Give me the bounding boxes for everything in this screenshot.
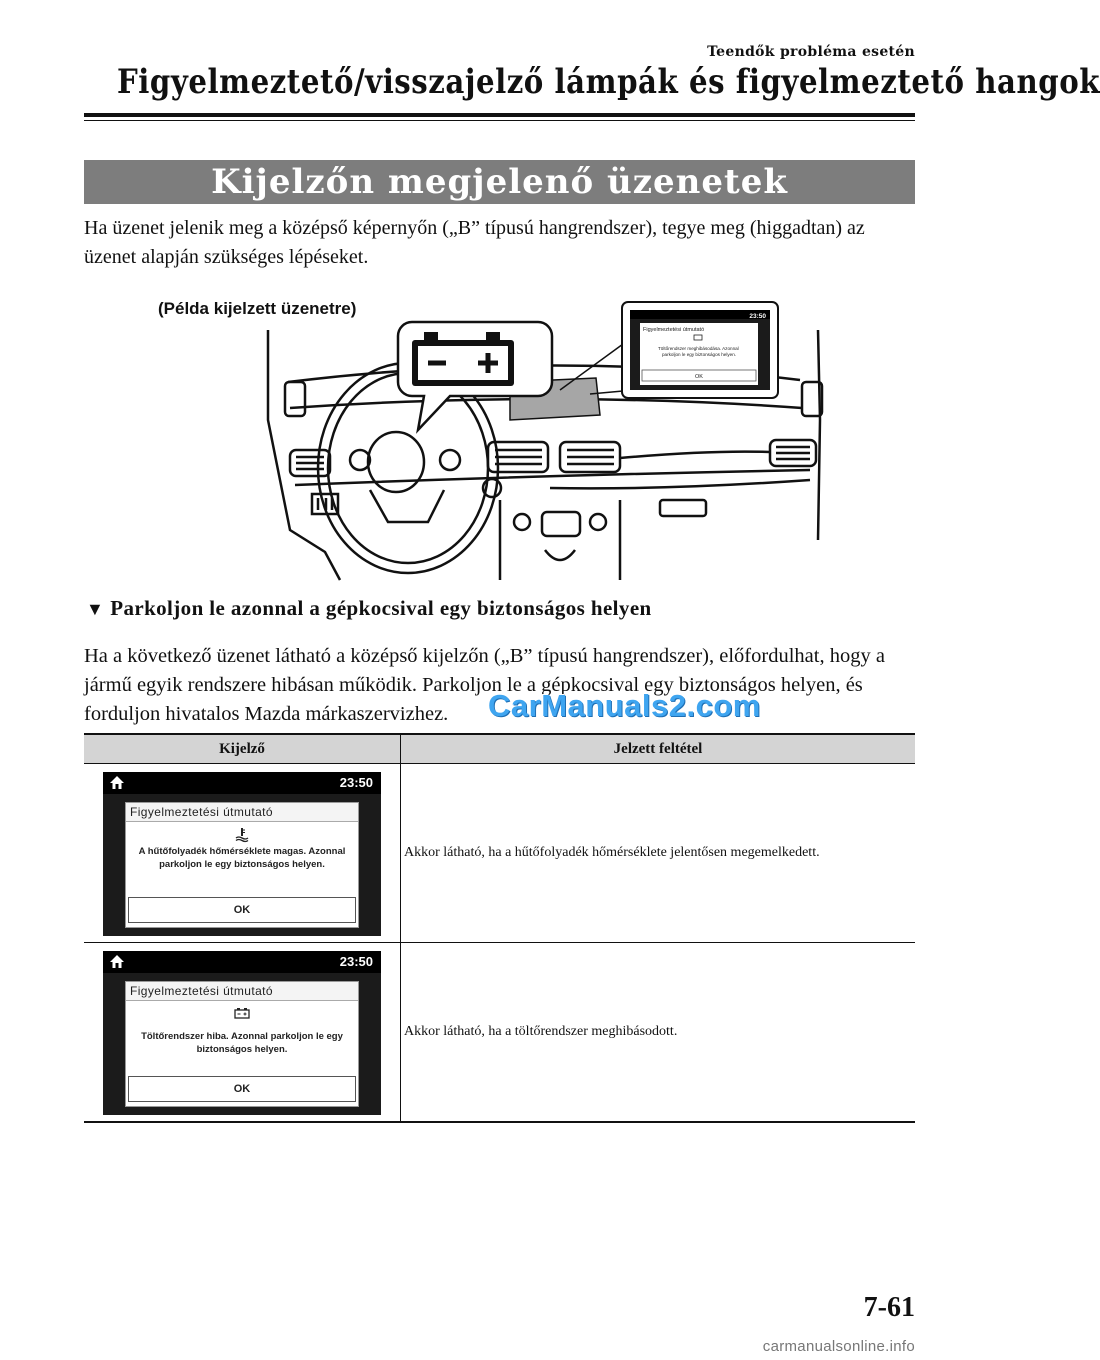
header-rule: [84, 113, 915, 117]
clock: 23:50: [339, 954, 373, 969]
table-header-condition: Jelzett feltétel: [401, 734, 916, 764]
coolant-temp-icon: [235, 827, 249, 841]
condition-cell: Akkor látható, ha a hűtőfolyadék hőmérséklete jelentősen megemelkedett.: [401, 764, 916, 943]
subsection-title: ▼ Parkoljon le azonnal a gépkocsival egy biztonságos helyen: [86, 596, 652, 620]
watermark: CarManuals2.com: [488, 688, 761, 723]
svg-text:Töltőrendszer meghibásodása. A: Töltőrendszer meghibásodása. Azonnal parkoljon le egy biztonságos helyen.: [658, 346, 739, 357]
center-display-screen: [103, 951, 381, 1115]
dialog-title: Figyelmeztetési útmutató: [126, 982, 358, 1001]
condition-cell: Akkor látható, ha a töltőrendszer meghibásodott.: [401, 943, 916, 1123]
svg-text:OK: OK: [695, 374, 703, 380]
display-cell: [84, 764, 401, 943]
table-row: [84, 943, 915, 1123]
center-display-screen: [103, 772, 381, 936]
intro-paragraph: Ha üzenet jelenik meg a középső képernyőn („B” típusú hangrendszer), tegye meg (higgadtan) az üzenet alapján szükséges lépéseket.: [84, 217, 865, 268]
header-rule-thin: [84, 120, 915, 121]
table-row: [84, 764, 915, 943]
table-header-display: Kijelző: [84, 734, 401, 764]
subsection-body: Ha a következő üzenet látható a középső kijelzőn („B” típusú hangrendszer), előfordulhat, hogy a jármű egyik rendszere hibásan működik. Parkoljon le a gépkocsival egy biztonságos helyen, és forduljon hivatalos Mazda márkaszervizhez.: [84, 645, 885, 725]
page-number: 7-61: [863, 1292, 915, 1323]
home-icon: [109, 775, 125, 790]
running-head: Teendők probléma esetén: [707, 44, 915, 60]
illustration-caption: (Példa kijelzett üzenetre): [158, 299, 357, 318]
ok-button[interactable]: OK: [128, 1076, 356, 1102]
battery-icon: [234, 1007, 250, 1019]
message-table: [84, 733, 915, 1123]
dashboard-illustration: [150, 290, 840, 586]
footer-watermark: carmanualsonline.info: [762, 1338, 915, 1355]
display-cell: [84, 943, 401, 1123]
clock: 23:50: [339, 775, 373, 790]
dialog-title: Figyelmeztetési útmutató: [126, 803, 358, 822]
svg-text:Figyelmeztetési útmutató: Figyelmeztetési útmutató: [643, 327, 705, 333]
svg-text:23:50: 23:50: [749, 313, 766, 320]
chapter-title: Figyelmeztető/visszajelző lámpák és figyelmeztető hangok: [117, 62, 1100, 102]
ok-button[interactable]: OK: [128, 897, 356, 923]
dialog-message: Töltőrendszer hiba. Azonnal parkoljon le egy biztonságos helyen.: [141, 1031, 343, 1055]
dialog-message: A hűtőfolyadék hőmérséklete magas. Azonnal parkoljon le egy biztonságos helyen.: [138, 846, 346, 870]
home-icon: [109, 954, 125, 969]
section-title: Kijelzőn megjelenő üzenetek: [84, 160, 915, 204]
